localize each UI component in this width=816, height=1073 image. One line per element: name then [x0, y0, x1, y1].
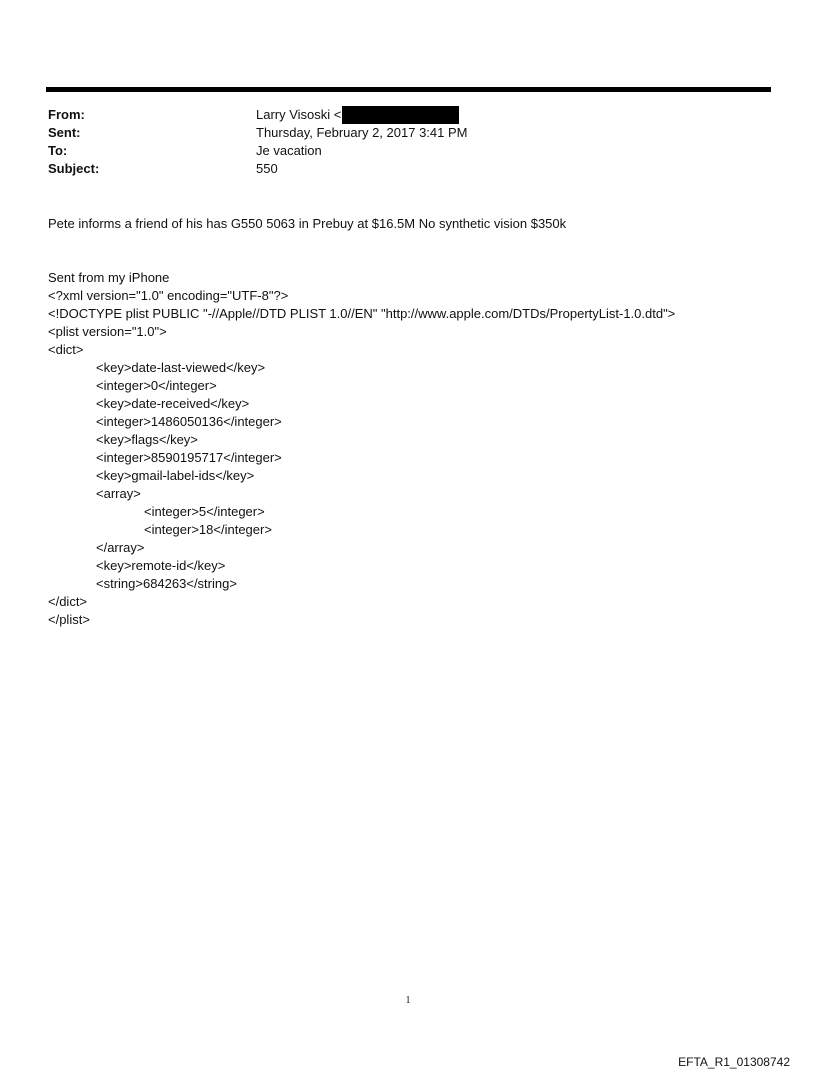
body-line: <integer>8590195717</integer> [96, 450, 282, 465]
body-line: <key>remote-id</key> [96, 558, 226, 573]
body-line: </array> [96, 540, 145, 555]
body-line: <key>date-last-viewed</key> [96, 360, 266, 375]
from-label: From: [48, 107, 85, 122]
from-value [256, 106, 459, 124]
to-label: To: [48, 143, 68, 158]
body-line: </dict> [48, 594, 88, 609]
body-line: <!DOCTYPE plist PUBLIC "-//Apple//DTD PLIST 1.0//EN" "http://www.apple.com/DTDs/PropertyList-1.0.dtd"> [48, 306, 676, 321]
body-line: <integer>18</integer> [144, 522, 272, 537]
page-number: 1 [405, 995, 411, 1006]
body-line: <integer>0</integer> [96, 378, 217, 393]
body-line: <plist version="1.0"> [48, 324, 167, 339]
sent-label: Sent: [48, 125, 81, 140]
body-line: </plist> [48, 612, 90, 627]
sent-value: Thursday, February 2, 2017 3:41 PM [256, 125, 468, 140]
body-line: <key>date-received</key> [96, 396, 250, 411]
body-line: <dict> [48, 342, 84, 357]
header-divider [46, 87, 771, 92]
subject-value: 550 [256, 161, 278, 176]
subject-label: Subject: [48, 161, 100, 176]
body-line: <array> [96, 486, 141, 501]
body-line: <integer>1486050136</integer> [96, 414, 282, 429]
email-message: Pete informs a friend of his has G550 5063 in Prebuy at $16.5M No synthetic vision $350k [48, 216, 567, 231]
body-line: <?xml version="1.0" encoding="UTF-8"?> [48, 288, 289, 303]
sender-name: Larry Visoski < [256, 107, 342, 122]
body-line: <key>gmail-label-ids</key> [96, 468, 255, 483]
to-value: Je vacation [256, 143, 322, 158]
body-line: <string>684263</string> [96, 576, 237, 591]
body-line: <key>flags</key> [96, 432, 198, 447]
redaction-box [342, 106, 459, 124]
body-line: Sent from my iPhone [48, 270, 170, 285]
email-body-plist [48, 269, 675, 629]
body-line: <integer>5</integer> [144, 504, 265, 519]
bates-number: EFTA_R1_01308742 [678, 1055, 790, 1069]
